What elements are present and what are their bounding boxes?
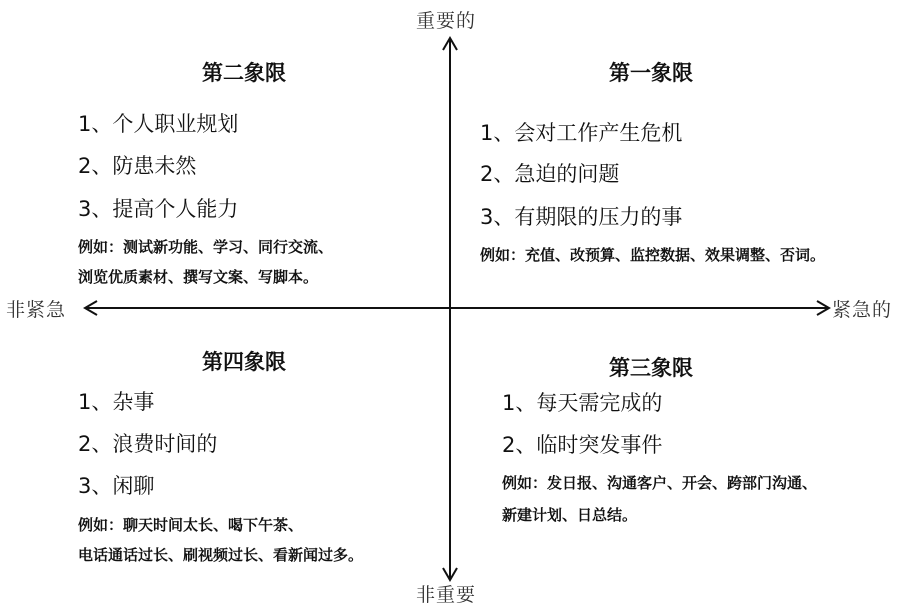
quadrant-4-example-1: 例如：聊天时间太长、喝下午茶、 (78, 516, 304, 534)
quadrant-4-item-3: 3、闲聊 (78, 474, 155, 498)
axis-label-bottom: 非重要 (416, 584, 477, 606)
axis-label-right: 紧急的 (832, 299, 893, 321)
axis-label-top: 重要的 (416, 10, 477, 32)
quadrant-4-item-2: 2、浪费时间的 (78, 432, 218, 456)
quadrant-4-example-2: 电话通话过长、刷视频过长、看新闻过多。 (78, 546, 364, 564)
quadrant-3-example-2: 新建计划、日总结。 (502, 506, 638, 524)
quadrant-2-example-1: 例如：测试新功能、学习、同行交流、 (78, 238, 334, 256)
quadrant-3-item-2: 2、临时突发事件 (502, 433, 663, 457)
quadrant-2-title: 第二象限 (202, 61, 286, 85)
quadrant-1-item-3: 3、有期限的压力的事 (480, 205, 683, 229)
quadrant-1-example-1: 例如：充值、改预算、监控数据、效果调整、否词。 (480, 246, 826, 264)
quadrant-2-item-2: 2、防患未然 (78, 154, 197, 178)
quadrant-4-item-1: 1、杂事 (78, 390, 155, 414)
quadrant-4-title: 第四象限 (202, 350, 286, 374)
quadrant-3-example-1: 例如：发日报、沟通客户、开会、跨部门沟通、 (502, 474, 818, 492)
quadrant-3-item-1: 1、每天需完成的 (502, 391, 663, 415)
quadrant-1-item-2: 2、急迫的问题 (480, 162, 620, 186)
quadrant-2-item-3: 3、提高个人能力 (78, 197, 239, 221)
quadrant-1-item-1: 1、会对工作产生危机 (480, 121, 683, 145)
quadrant-2-example-2: 浏览优质素材、撰写文案、写脚本。 (78, 268, 319, 286)
quadrant-3-title: 第三象限 (609, 356, 693, 380)
axis-label-left: 非紧急 (6, 299, 67, 321)
quadrant-2-item-1: 1、个人职业规划 (78, 112, 239, 136)
quadrant-1-title: 第一象限 (609, 61, 693, 85)
